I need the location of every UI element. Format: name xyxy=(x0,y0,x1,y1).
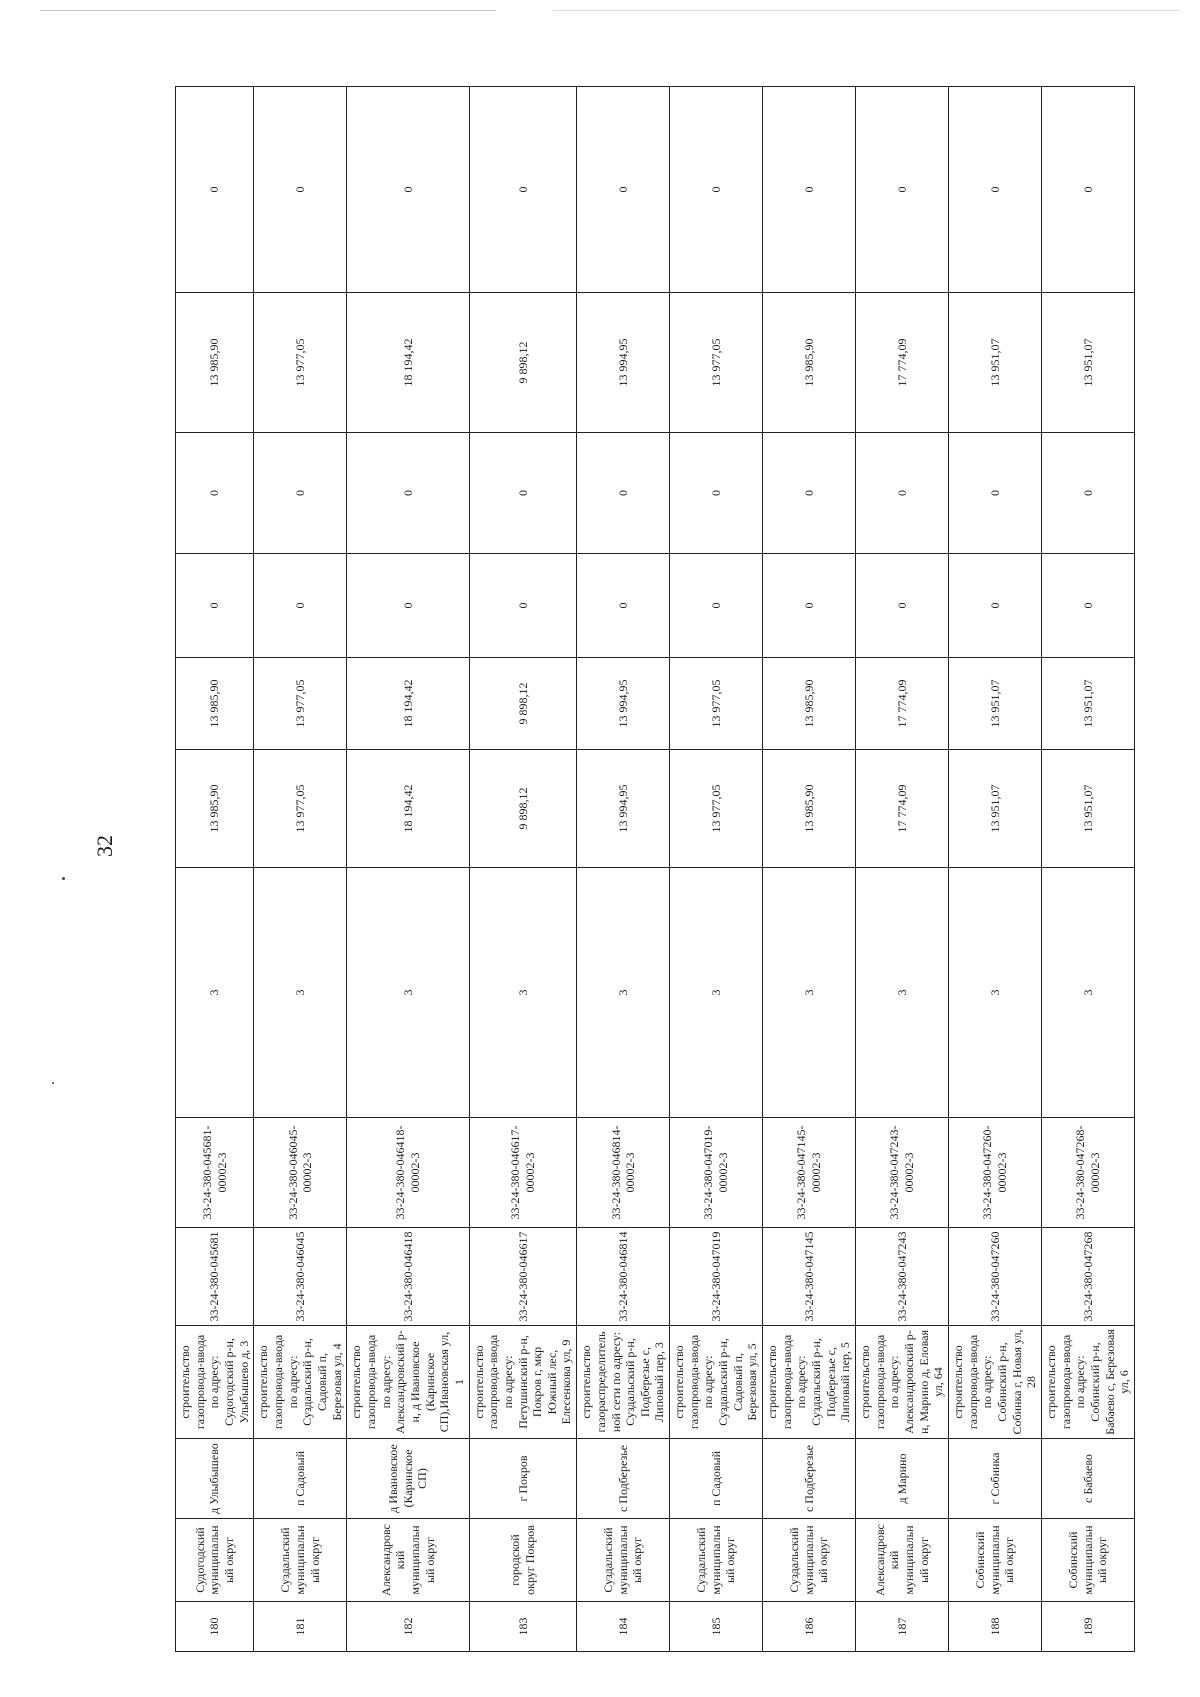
amount-total-cell: 13 951,07 xyxy=(1041,750,1134,868)
zero-value-cell: 0 xyxy=(347,554,469,658)
object-code-cell: 33-24-380-047145-00002-3 xyxy=(763,1118,856,1228)
row-number: 186 xyxy=(763,1602,856,1652)
work-description-cell: строительство газопровода-ввода по адресу: Суздальский р-н, Садовый п, Березовая ул, 5 xyxy=(670,1326,763,1439)
settlement-cell: д Марино xyxy=(856,1439,949,1519)
category-cell: 3 xyxy=(577,868,670,1118)
object-id-cell: 33-24-380-047268 xyxy=(1041,1228,1134,1326)
row-number: 188 xyxy=(948,1602,1041,1652)
district-cell: Суздальский муниципальный округ xyxy=(254,1519,347,1602)
zero-value-cell: 0 xyxy=(254,554,347,658)
work-description-cell: строительство газопровода-ввода по адресу: Александровский р-н, Марино д, Еловая ул, 64 xyxy=(856,1326,949,1439)
zero-value-cell: 0 xyxy=(176,433,254,554)
amount-cell: 18 194,42 xyxy=(347,658,469,750)
object-id-cell: 33-24-380-047145 xyxy=(763,1228,856,1326)
district-cell: Суздальский муниципальный округ xyxy=(763,1519,856,1602)
amount-total-cell: 13 985,90 xyxy=(176,750,254,868)
settlement-cell: г Собинка xyxy=(948,1439,1041,1519)
zero-value-cell: 0 xyxy=(948,87,1041,293)
amount-cell: 9 898,12 xyxy=(469,658,577,750)
district-cell: Суздальский муниципальный округ xyxy=(577,1519,670,1602)
object-id-cell: 33-24-380-046045 xyxy=(254,1228,347,1326)
work-description-cell: строительство газопровода-ввода по адресу: Суздальский р-н, Подберезье с, Липовый пер, 5 xyxy=(763,1326,856,1439)
settlement-cell: д Ивановское (Каринское СП) xyxy=(347,1439,469,1519)
amount-cell: 13 977,05 xyxy=(254,658,347,750)
object-code-cell: 33-24-380-047243-00002-3 xyxy=(856,1118,949,1228)
object-code-cell: 33-24-380-047260-00002-3 xyxy=(948,1118,1041,1228)
object-id-cell: 33-24-380-046418 xyxy=(347,1228,469,1326)
district-cell: Суздальский муниципальный округ xyxy=(670,1519,763,1602)
amount-total-cell: 13 951,07 xyxy=(948,750,1041,868)
district-cell: городской округ Покров xyxy=(469,1519,577,1602)
page-number: 32 xyxy=(92,835,117,857)
amount-cell: 13 985,90 xyxy=(176,293,254,433)
object-code-cell: 33-24-380-046814-00002-3 xyxy=(577,1118,670,1228)
settlement-cell: д Улыбышево xyxy=(176,1439,254,1519)
zero-value-cell: 0 xyxy=(856,87,949,293)
amount-cell: 13 977,05 xyxy=(254,293,347,433)
amount-cell: 13 977,05 xyxy=(670,293,763,433)
district-cell: Собинский муниципальный округ xyxy=(948,1519,1041,1602)
row-number: 181 xyxy=(254,1602,347,1652)
zero-value-cell: 0 xyxy=(577,87,670,293)
table-row xyxy=(577,87,670,1652)
work-description-cell: строительство газопровода-ввода по адресу: Петушинский р-н, Покров г, мкр Южный лес, Елесенкова ул, 9 xyxy=(469,1326,577,1439)
settlement-cell: с Подберезье xyxy=(763,1439,856,1519)
zero-value-cell: 0 xyxy=(763,433,856,554)
category-cell: 3 xyxy=(176,868,254,1118)
amount-cell: 17 774,09 xyxy=(856,293,949,433)
zero-value-cell: 0 xyxy=(670,433,763,554)
amount-total-cell: 9 898,12 xyxy=(469,750,577,868)
amount-total-cell: 13 977,05 xyxy=(254,750,347,868)
amount-cell: 13 977,05 xyxy=(670,658,763,750)
amount-cell: 18 194,42 xyxy=(347,293,469,433)
object-code-cell: 33-24-380-047019-00002-3 xyxy=(670,1118,763,1228)
row-number: 183 xyxy=(469,1602,577,1652)
table-row xyxy=(347,87,469,1652)
zero-value-cell: 0 xyxy=(176,87,254,293)
zero-value-cell: 0 xyxy=(254,433,347,554)
zero-value-cell: 0 xyxy=(856,554,949,658)
work-description-cell: строительство газораспределительной сети по адресу: Суздальский р-н, Подберезье с, Липовый пер, 3 xyxy=(577,1326,670,1439)
table-row xyxy=(670,87,763,1652)
settlement-cell: с Подберезье xyxy=(577,1439,670,1519)
zero-value-cell: 0 xyxy=(948,433,1041,554)
table-body xyxy=(176,87,1135,1652)
scan-edge-line xyxy=(40,10,1180,11)
object-id-cell: 33-24-380-046814 xyxy=(577,1228,670,1326)
district-cell: Судогодский муниципальный округ xyxy=(176,1519,254,1602)
scan-speck xyxy=(52,1082,54,1084)
amount-cell: 9 898,12 xyxy=(469,293,577,433)
zero-value-cell: 0 xyxy=(1041,87,1134,293)
object-id-cell: 33-24-380-045681 xyxy=(176,1228,254,1326)
object-code-cell: 33-24-380-045681-00002-3 xyxy=(176,1118,254,1228)
amount-cell: 13 994,95 xyxy=(577,293,670,433)
zero-value-cell: 0 xyxy=(347,87,469,293)
table-container xyxy=(175,87,1135,1652)
district-cell: Александровский муниципальный округ xyxy=(347,1519,469,1602)
amount-cell: 13 994,95 xyxy=(577,658,670,750)
row-number: 189 xyxy=(1041,1602,1134,1652)
row-number: 187 xyxy=(856,1602,949,1652)
amount-cell: 13 985,90 xyxy=(176,658,254,750)
amount-total-cell: 18 194,42 xyxy=(347,750,469,868)
settlement-cell: п Садовый xyxy=(254,1439,347,1519)
amount-cell: 13 951,07 xyxy=(948,658,1041,750)
zero-value-cell: 0 xyxy=(670,554,763,658)
amount-total-cell: 17 774,09 xyxy=(856,750,949,868)
table-row xyxy=(763,87,856,1652)
settlement-cell: г Покров xyxy=(469,1439,577,1519)
category-cell: 3 xyxy=(347,868,469,1118)
row-number: 182 xyxy=(347,1602,469,1652)
category-cell: 3 xyxy=(948,868,1041,1118)
amount-cell: 13 951,07 xyxy=(1041,293,1134,433)
zero-value-cell: 0 xyxy=(469,554,577,658)
table-row xyxy=(176,87,254,1652)
row-number: 180 xyxy=(176,1602,254,1652)
work-description-cell: строительство газопровода-ввода по адресу: Судогодский р-н, Улыбышево д, 3 xyxy=(176,1326,254,1439)
amount-total-cell: 13 977,05 xyxy=(670,750,763,868)
object-code-cell: 33-24-380-046617-00002-3 xyxy=(469,1118,577,1228)
object-code-cell: 33-24-380-046418-00002-3 xyxy=(347,1118,469,1228)
work-description-cell: строительство газопровода-ввода по адресу: Суздальский р-н, Садовый п, Березовая ул, 4 xyxy=(254,1326,347,1439)
settlement-cell: п Садовый xyxy=(670,1439,763,1519)
object-id-cell: 33-24-380-047260 xyxy=(948,1228,1041,1326)
work-description-cell: строительство газопровода-ввода по адресу: Собинский р-н, Собинка г, Новая ул, 28 xyxy=(948,1326,1041,1439)
zero-value-cell: 0 xyxy=(670,87,763,293)
zero-value-cell: 0 xyxy=(763,87,856,293)
district-cell: Собинский муниципальный округ xyxy=(1041,1519,1134,1602)
work-description-cell: строительство газопровода-ввода по адресу: Александровский р-н, д Ивановское (Каринское СП),Ивановская ул, 1 xyxy=(347,1326,469,1439)
category-cell: 3 xyxy=(1041,868,1134,1118)
object-code-cell: 33-24-380-047268-00002-3 xyxy=(1041,1118,1134,1228)
table-row xyxy=(469,87,577,1652)
zero-value-cell: 0 xyxy=(856,433,949,554)
zero-value-cell: 0 xyxy=(1041,433,1134,554)
object-id-cell: 33-24-380-047243 xyxy=(856,1228,949,1326)
zero-value-cell: 0 xyxy=(948,554,1041,658)
zero-value-cell: 0 xyxy=(469,433,577,554)
row-number: 184 xyxy=(577,1602,670,1652)
category-cell: 3 xyxy=(763,868,856,1118)
zero-value-cell: 0 xyxy=(347,433,469,554)
amount-cell: 13 985,90 xyxy=(763,658,856,750)
amount-cell: 13 951,07 xyxy=(948,293,1041,433)
object-id-cell: 33-24-380-047019 xyxy=(670,1228,763,1326)
amount-total-cell: 13 985,90 xyxy=(763,750,856,868)
zero-value-cell: 0 xyxy=(577,554,670,658)
table-row xyxy=(1041,87,1134,1652)
category-cell: 3 xyxy=(469,868,577,1118)
zero-value-cell: 0 xyxy=(176,554,254,658)
amount-cell: 13 951,07 xyxy=(1041,658,1134,750)
zero-value-cell: 0 xyxy=(254,87,347,293)
zero-value-cell: 0 xyxy=(469,87,577,293)
category-cell: 3 xyxy=(856,868,949,1118)
object-code-cell: 33-24-380-046045-00002-3 xyxy=(254,1118,347,1228)
settlement-cell: с Бабаево xyxy=(1041,1439,1134,1519)
category-cell: 3 xyxy=(254,868,347,1118)
zero-value-cell: 0 xyxy=(577,433,670,554)
table-row xyxy=(948,87,1041,1652)
zero-value-cell: 0 xyxy=(1041,554,1134,658)
amount-total-cell: 13 994,95 xyxy=(577,750,670,868)
category-cell: 3 xyxy=(670,868,763,1118)
amount-cell: 13 985,90 xyxy=(763,293,856,433)
table-row xyxy=(856,87,949,1652)
row-number: 185 xyxy=(670,1602,763,1652)
data-table xyxy=(175,86,1135,1652)
scan-speck xyxy=(62,877,65,880)
zero-value-cell: 0 xyxy=(763,554,856,658)
district-cell: Александровский муниципальный округ xyxy=(856,1519,949,1602)
object-id-cell: 33-24-380-046617 xyxy=(469,1228,577,1326)
table-row xyxy=(254,87,347,1652)
work-description-cell: строительство газопровода-ввода по адресу: Собинский р-н, Бабаево с, Березовая ул, 6 xyxy=(1041,1326,1134,1439)
amount-cell: 17 774,09 xyxy=(856,658,949,750)
